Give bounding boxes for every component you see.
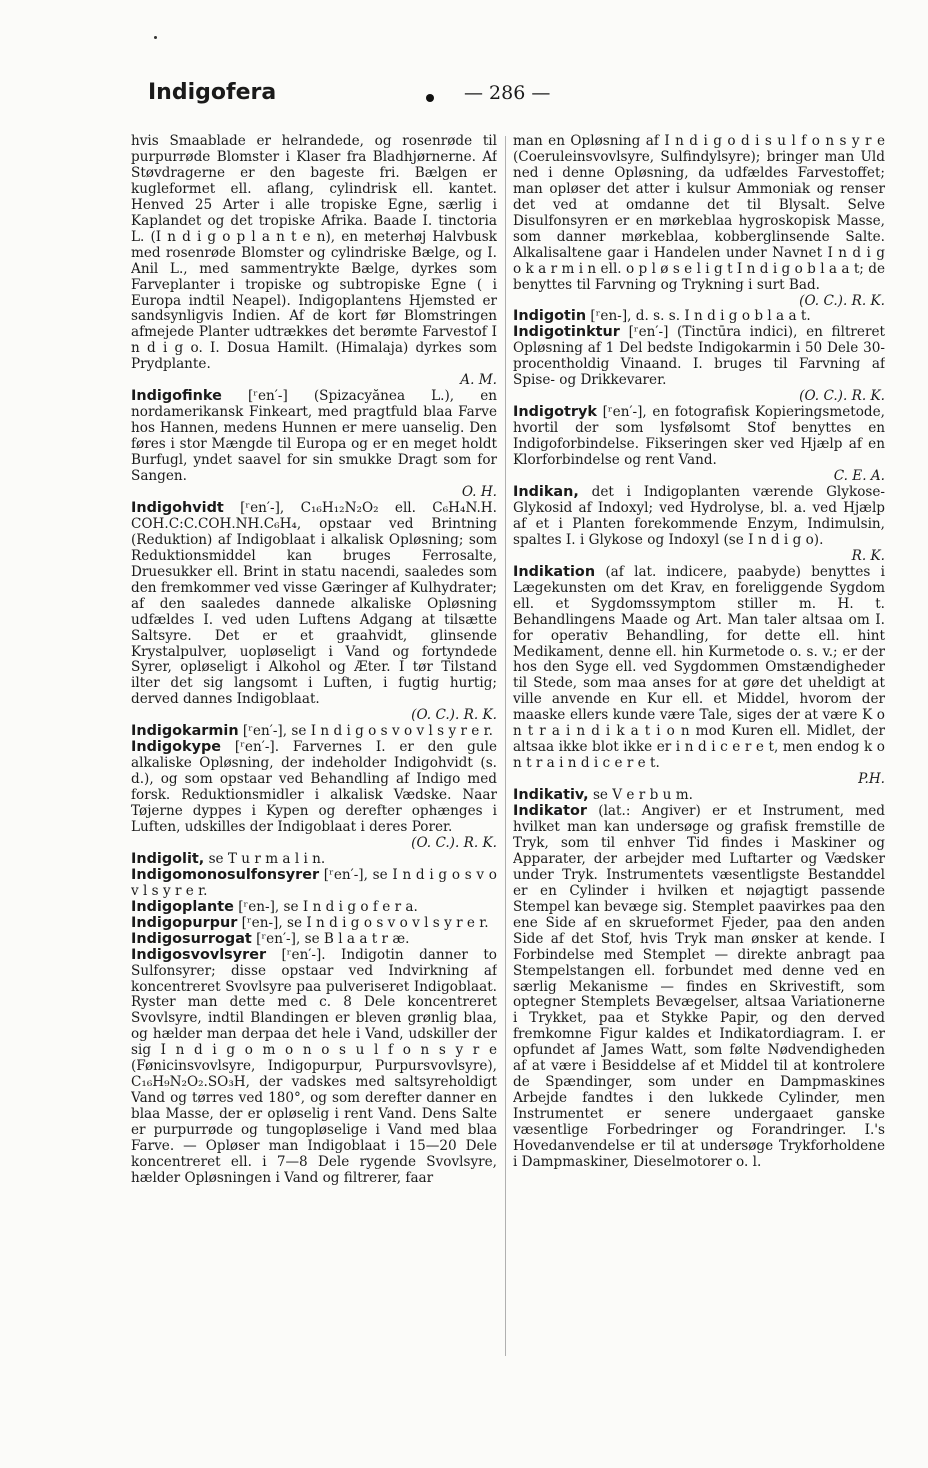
dictionary-entry <box>131 852 497 868</box>
author-signature: (O. C.). R. K. <box>799 292 885 309</box>
running-head-title: Indigofera <box>148 80 277 105</box>
dictionary-entry <box>131 389 497 501</box>
entry-text: [ʳen′-], C₁₆H₁₂N₂O₂ ell. C₆H₄N.H. COH.C:C.COH.NH.C₆H₄, opstaar ved Brintning (Reduktion) af Indigoblaat i alkalisk Opløsning; som Reduktionsmiddel kan bruges Ferrosalte, Druesukker ell. Brint in statu nacendi, saaledes som den fremkommer ved visse Gæringer af Kulhydrater; af den saaledes dannede alkaliske Opløsning udfældes I. ved uden Luftens Adgang at tilsætte Saltsyre. Det er et graahvidt, glinsende Krystalpulver, uopløseligt i Vand og fortyndede Syrer, opløseligt i Alkohol og Æter. I tør Tilstand ilter det sig langsomt i Luften, i fugtig hurtig; derved dannes Indigoblaat. <box>131 499 497 708</box>
entry-text: [ʳen′-], en fotografisk Kopieringsmetode, hvortil der som lysfølsomt Stof benyttes en Indigoforbindelse. Fikseringen sker ved Hjælp af en Klorforbindelse og rent Vand. <box>513 404 885 469</box>
dictionary-entry <box>513 309 885 325</box>
dictionary-entry <box>513 485 885 565</box>
author-signature: A. M. <box>460 372 497 389</box>
entry-text: man en Opløsning af I n d i g o d i s u l f o n s y r e (Coeruleinsvovlsyre, Sulfindylsyre); bringer man Uld ned i denne Opløsning, da udfældes Farvestoffet; man opløser det atter i kulsur Ammoniak og renser det ved at omdanne det til Blysalt. Selve Disulfonsyren er en mørkeblaa hygroskopisk Masse, som danner mørkeblaa, kobberglinsende Salte. Alkalisaltene gaar i Handelen under Navnet I n d i g o k a r m i n ell. o p l ø s e l i g t I n d i g o b l a a t; de benyttes til Farvning og Trykning i surt Bad. <box>513 134 885 293</box>
dictionary-entry <box>513 804 885 1171</box>
dictionary-entry <box>131 724 497 740</box>
entry-text: [ʳen-], d. s. s. I n d i g o b l a a t. <box>590 308 811 325</box>
dictionary-entry <box>131 916 497 932</box>
left-column <box>131 134 497 1364</box>
entry-headword: Indigopurpur <box>131 914 238 931</box>
author-signature: R. K. <box>851 547 885 564</box>
author-signature: (O. C.). R. K. <box>799 388 885 405</box>
page-header <box>148 80 888 110</box>
entry-headword: Indigokype <box>131 739 222 756</box>
entry-headword: Indigohvidt <box>131 499 224 516</box>
entry-text: [ʳen′-], se B l a a t r æ. <box>256 930 410 947</box>
dictionary-entry <box>131 900 497 916</box>
dictionary-entry <box>131 740 497 852</box>
entry-headword: Indigofinke <box>131 388 222 405</box>
dictionary-entry <box>131 948 497 1187</box>
right-column <box>513 134 885 1364</box>
dictionary-entry <box>131 932 497 948</box>
entry-headword: Indikan, <box>513 483 579 500</box>
dictionary-entry <box>131 868 497 900</box>
entry-headword: Indigotryk <box>513 404 597 421</box>
author-signature: (O. C.). R. K. <box>411 707 497 724</box>
dictionary-entry <box>513 565 885 788</box>
entry-headword: Indigokarmin <box>131 723 239 740</box>
entry-headword: Indigosurrogat <box>131 930 252 947</box>
dictionary-entry <box>131 134 497 389</box>
entry-text: det i Indigoplanten værende Glykose-Glykosid af Indoxyl; ved Hydrolyse, bl. a. ved Hjælp af et i Planten forekommende Enzym, Indimulsin, spaltes I. i Glykose og Indoxyl (se I n d i g o). <box>513 483 885 548</box>
entry-text: [ʳen-], se I n d i g o s v o v l s y r e r. <box>241 914 489 931</box>
entry-text: [ʳen′-] (Tinctūra indici), en filtreret Opløsning af 1 Del bedste Indigokarmin i 50 Dele 30-procentholdig Vinaand. I. bruges til Farvning af Spise- og Drikkevarer. <box>513 324 885 389</box>
author-signature: P.H. <box>858 771 885 788</box>
dictionary-entry <box>513 405 885 485</box>
entry-headword: Indikativ, <box>513 787 589 804</box>
dictionary-entry <box>513 788 885 804</box>
print-speck <box>154 36 157 39</box>
author-signature: C. E. A. <box>833 468 885 485</box>
entry-text: se V e r b u m. <box>592 787 693 804</box>
dictionary-entry <box>513 325 885 405</box>
column-divider <box>505 136 506 1356</box>
page-number: — 286 — <box>464 82 551 104</box>
entry-headword: Indikation <box>513 563 596 580</box>
entry-text: [ʳen′-]. Farvernes I. er den gule alkaliske Opløsning, der indeholder Indigohvidt (s. d.), og som opstaar ved Behandling af Indigo med forsk. Reduktionsmidler i alkalisk Vædske. Naar Tøjerne dyppes i Kypen og derefter ophænges i Luften, udskilles der Indigoblaat i deres Porer. <box>131 739 497 835</box>
entry-text: (af lat. indicere, paabyde) benyttes i Lægekunsten om det Krav, en foreliggende Sygdom ell. et Sygdomssymptom stiller m. H. t. Behandlingens Maade og Art. Man taler altsaa om I. for operativ Behandling, for dette ell. hint Medikament, denne ell. hin Kurmetode o. s. v.; er der hos den Syge ell. ved Sygdommen Omstændigheder til Stede, som maa anses for at gøre det uheldigt at ville anvende en Kur ell. et Middel, hvorom der maaske ellers kunde være Tale, siges der at være K o n t r a i n d i k a t i o n mod Kuren ell. Midlet, der altsaa ikke blot ikke er i n d i c e r e t, men endog k o n t r a i n d i c e r e t. <box>513 563 885 772</box>
author-signature: O. H. <box>461 483 497 500</box>
entry-headword: Indigolit, <box>131 850 205 867</box>
entry-text: (lat.: Angiver) er et Instrument, med hvilket man kan undersøge og grafisk fremstille de Tryk, som til enhver Tid findes i Maskiner og Apparater, der arbejder med Luftarter og Vædsker under Tryk. Instrumentets væsentligste Bestanddel er en Cylinder i hvilken et nøjagtigt passende Stempel kan bevæge sig. Stemplet paavirkes paa den ene Side af en skrueformet Fjeder, paa den anden Side af det Stof, hvis Tryk man ønsker at kende. I Forbindelse med Stemplet — direkte anbragt paa Stempelstangen ell. forbundet med denne ved en særlig Mekanisme — findes en Skrivestift, som optegner Stemplets Bevægelser, altsaa Variationerne i Trykket, paa et Stykke Papir, og den derved fremkomne Figur kaldes et Indikatordiagram. I. er opfundet af James Watt, som følte Nødvendigheden af at være i Besiddelse af et Middel til at kontrolere de Spændinger, som under en Dampmaskines Arbejde fandtes i den lukkede Cylinder, men Instrumentet er senere undergaaet ganske væsentlige Forbedringer og Forandringer. I.'s Hovedanvendelse er til at undersøge Trykforholdene i Dampmaskiner, Dieselmotorer o. l. <box>513 803 885 1170</box>
dictionary-entry <box>131 501 497 724</box>
entry-text: [ʳen′-], se I n d i g o s v o v l s y r e r. <box>131 866 497 899</box>
entry-text: hvis Smaablade er helrandede, og rosenrøde til purpurrøde Blomster i Klaser fra Bladhjørnerne. Af Støvdragerne er den bageste fri. Bælgen er kugleformet ell. aflang, cylindrisk ell. kantet. Henved 25 Arter i alle tropiske Egne, særlig i Kaplandet og det tropiske Afrika. Baade I. tinctoria L. (I n d i g o p l a n t e n), en meterhøj Halvbusk med rosenrøde Blomster og cylindriske Bælge, og I. Anil L., med sammentrykte Bælge, dyrkes som Farveplanter i tropiske og subtropiske Egne ( i Europa indtil Neapel). Indigoplantens Hjemsted er sandsynligvis Indien. Af de kort før Blomstringen afmejede Planter udtrækkes det berømte Farvestof I n d i g o. I. Dosua Hamilt. (Himalaja) dyrkes som Prydplante. <box>131 134 497 373</box>
ink-dot <box>426 94 434 102</box>
dictionary-entry <box>513 134 885 309</box>
entry-text: [ʳen′-] (Spizacyănea L.), en nordamerikansk Finkeart, med pragtfuld blaa Farve hos Hannen, medens Hunnen er mere uanselig. Den føres i stor Mængde til Europa og er en meget holdt Burfugl, yndet saavel for sin smukke Dragt som for Sangen. <box>131 388 497 485</box>
entry-headword: Indigosvovlsyrer <box>131 946 267 963</box>
author-signature: (O. C.). R. K. <box>411 834 497 851</box>
entry-text: [ʳen′-], se I n d i g o s v o v l s y r e r. <box>242 723 493 740</box>
entry-text: [ʳen-], se I n d i g o f e r a. <box>238 898 418 915</box>
entry-headword: Indigomonosulfonsyrer <box>131 866 320 883</box>
entry-headword: Indikator <box>513 803 587 820</box>
entry-headword: Indigotin <box>513 308 587 325</box>
entry-text: [ʳen′-]. Indigotin danner to Sulfonsyrer; disse opstaar ved Indvirkning af koncentreret Svovlsyre paa pulveriseret Indigoblaat. Ryster man dette med c. 8 Dele koncentreret Svovlsyre, indtil Blandingen er bleven grønlig blaa, og hælder man derpaa det hele i Vand, udskiller der sig I n d i g o m o n o s u l f o n s y r e (Fønicinsvovlsyre, Indigopurpur, Purpursvovlsyre), C₁₆H₉N₂O₂.SO₃H, der vadskes med saltsyreholdigt Vand og tørres ved 180°, og som derefter danner en blaa Masse, der er opløselig i rent Vand. Dens Salte er purpurrøde og tungopløselige i Vand med blaa Farve. — Opløser man Indigoblaat i 15—20 Dele koncentreret ell. i 7—8 Dele rygende Svovlsyre, hælder Opløsningen i Vand og filtrerer, faar <box>131 946 497 1186</box>
entry-headword: Indigotinktur <box>513 324 620 341</box>
entry-text: se T u r m a l i n. <box>208 850 326 867</box>
entry-headword: Indigoplante <box>131 898 234 915</box>
